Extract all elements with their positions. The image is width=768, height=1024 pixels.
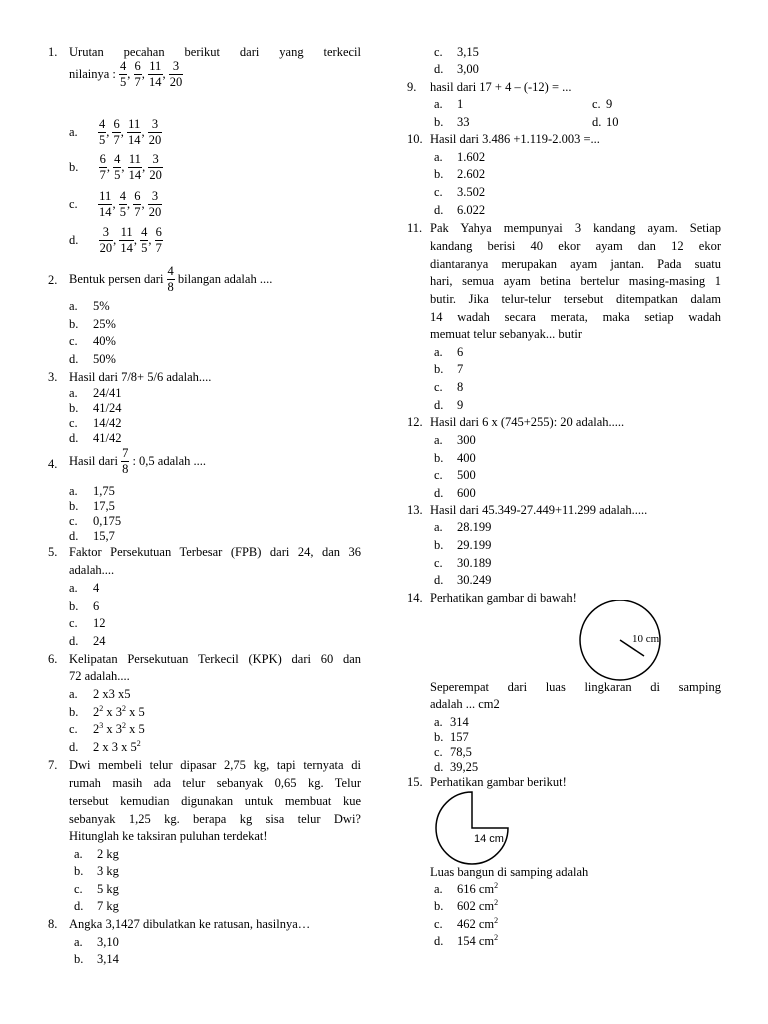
option-label: b. — [434, 730, 444, 744]
question-number: 10. — [407, 132, 423, 146]
option-c[interactable]: 78,5 — [450, 745, 472, 759]
option-label: c. — [434, 745, 443, 759]
question-text-line2: rumah masih ada telur sebanyak 0,65 kg. Telur — [69, 776, 361, 790]
fraction-seq — [98, 117, 162, 147]
option-d[interactable]: 6.022 — [457, 203, 486, 217]
question-text: Hasil dari 6 x (745+255): 20 adalah..... — [430, 415, 625, 429]
option-label: c. — [434, 917, 443, 931]
option-a[interactable] — [69, 118, 162, 146]
circle-figure — [574, 600, 670, 682]
fraction-separator: , — [127, 66, 134, 81]
option-d[interactable]: 3,00 — [457, 62, 479, 76]
option-label: c. — [69, 416, 78, 430]
option-label: b. — [69, 499, 79, 513]
option-c[interactable]: 14/42 — [93, 416, 122, 430]
option-a[interactable]: 1.602 — [457, 150, 486, 164]
fraction-seq — [99, 225, 163, 255]
fraction-separator: , — [133, 232, 141, 247]
option-b[interactable]: 25% — [93, 317, 116, 331]
question-text-line2: kandang berisi 40 ekor ayam dan 12 ekor — [430, 239, 721, 253]
radius-label: 10 cm — [632, 633, 660, 645]
question-prefix: nilainya : — [69, 66, 116, 81]
option-d[interactable]: 154 $cm^2$ — [457, 933, 499, 948]
option-label: d. — [69, 431, 79, 445]
option-b[interactable]: $2^2$ x $3^2$ x 5 — [93, 704, 145, 719]
option-b[interactable]: 6 — [93, 599, 100, 613]
option-label: b. — [69, 159, 79, 174]
option-a[interactable]: 1 — [457, 97, 464, 111]
option-label: c. — [434, 380, 443, 394]
fraction: $\frac{4}{5}$ — [98, 117, 106, 147]
fraction-separator: , — [141, 66, 148, 81]
option-c[interactable]: 3.502 — [457, 185, 486, 199]
question-text — [69, 265, 272, 293]
option-label: c. — [592, 97, 601, 111]
question-text-post: : 0,5 adalah .... — [132, 453, 207, 468]
option-label: a. — [74, 935, 83, 949]
fraction-separator: , — [148, 232, 155, 247]
option-label: a. — [69, 687, 78, 701]
question-text-pre: Hasil dari — [69, 453, 118, 468]
option-label: a. — [434, 520, 443, 534]
option-label: c. — [69, 616, 78, 630]
question-number: 1. — [48, 45, 58, 59]
fraction: $\frac{6}{7}$ — [113, 117, 120, 147]
fraction: $\frac{3}{20}$ — [148, 117, 162, 147]
option-label: b. — [434, 362, 444, 376]
fraction-separator: , — [142, 159, 149, 174]
fraction: $\frac{6}{7}$ — [155, 225, 162, 255]
option-a[interactable]: 4 — [93, 581, 100, 595]
option-label: d. — [434, 62, 444, 76]
question-text-line2: adalah.... — [69, 563, 115, 577]
question-text: Hasil dari 7/8+ 5/6 adalah.... — [69, 370, 212, 384]
option-c[interactable]: $2^3$ x $3^2$ x 5 — [93, 721, 145, 736]
question-text-line5: butir. Jika telur-telur tersebut ditempatkan dalam — [430, 292, 721, 306]
fraction-separator: , — [126, 196, 134, 211]
option-d[interactable]: 9 — [457, 398, 464, 412]
question-text-line7: memuat telur sebanyak... butir — [430, 327, 583, 341]
option-c[interactable]: 5 kg — [97, 882, 119, 896]
fraction: $\frac{4}{5}$ — [119, 189, 126, 219]
fraction-seq — [99, 152, 163, 182]
fraction: $\frac{4}{5}$ — [141, 225, 148, 255]
option-label: a. — [434, 715, 443, 729]
fraction-separator: , — [106, 124, 113, 139]
option-a[interactable]: 1,75 — [93, 484, 115, 498]
option-label: a. — [434, 150, 443, 164]
option-a[interactable]: 314 — [450, 715, 469, 729]
option-d[interactable]: 10 — [606, 115, 619, 129]
option-c[interactable] — [69, 190, 162, 218]
option-label: a. — [74, 847, 83, 861]
question-text-line3: tersebut kemudian digunakan untuk membuat kue — [69, 794, 361, 808]
fraction: $\frac{11}{14}$ — [128, 152, 142, 182]
option-a[interactable]: 24/41 — [93, 386, 122, 400]
fraction: $\frac{4}{8}$ — [167, 264, 174, 294]
option-label: d. — [434, 398, 444, 412]
option-b[interactable]: 157 — [450, 730, 469, 744]
fraction: $\frac{6}{7}$ — [134, 189, 141, 219]
option-a[interactable]: 300 — [457, 433, 476, 447]
fraction-separator: , — [121, 159, 128, 174]
fraction: $\frac{4}{5}$ — [120, 59, 127, 89]
option-d[interactable]: 24 — [93, 634, 106, 648]
question-number: 13. — [407, 503, 423, 517]
question-number: 5. — [48, 545, 58, 559]
option-label: b. — [69, 401, 79, 415]
question-text-line2: 72 adalah.... — [69, 669, 130, 683]
option-label: a. — [69, 386, 78, 400]
question-number: 9. — [407, 80, 417, 94]
question-text: Perhatikan gambar berikut! — [430, 775, 567, 789]
option-c[interactable]: 3,15 — [457, 45, 479, 59]
question-number: 12. — [407, 415, 423, 429]
option-b[interactable]: 7 — [457, 362, 464, 376]
option-label: b. — [74, 952, 84, 966]
fraction-separator: , — [113, 232, 120, 247]
sector-outline — [436, 792, 508, 864]
option-label: b. — [434, 167, 444, 181]
fraction: $\frac{11}{14}$ — [127, 117, 141, 147]
question-fraction-list — [69, 60, 183, 88]
question-text-line1: Dwi membeli telur dipasar 2,75 kg, tapi ternyata di — [69, 758, 361, 772]
fraction-separator: , — [120, 124, 127, 139]
question-text-line6: 14 wadah secara merata, maka setiap wadah — [430, 310, 721, 324]
option-c[interactable]: 462 $cm^2$ — [457, 916, 499, 931]
question-number: 4. — [48, 457, 58, 471]
option-b[interactable]: 41/24 — [93, 401, 122, 415]
option-label: b. — [69, 705, 79, 719]
option-label: d. — [69, 529, 79, 543]
option-a[interactable]: 5% — [93, 299, 110, 313]
option-label: b. — [434, 115, 444, 129]
option-a[interactable]: 616 $cm^2$ — [457, 881, 499, 896]
option-label: a. — [434, 433, 443, 447]
option-label: b. — [69, 317, 79, 331]
option-label: c. — [69, 334, 78, 348]
fraction-separator: , — [112, 196, 119, 211]
option-d[interactable]: 39,25 — [450, 760, 479, 774]
option-a[interactable]: 2 x3 x5 — [93, 687, 131, 701]
fraction: $\frac{11}{14}$ — [149, 59, 162, 89]
question-text-line3: diantaranya merupakan ayam jantan. Pada suatu — [430, 257, 721, 271]
option-d[interactable]: 7 kg — [97, 899, 119, 913]
option-d[interactable]: 600 — [457, 486, 476, 500]
question-text-line5: Hitunglah ke taksiran puluhan terdekat! — [69, 829, 268, 843]
option-label: a. — [434, 345, 443, 359]
option-label: d. — [434, 203, 444, 217]
option-label: c. — [69, 514, 78, 528]
option-d[interactable]: 2 x 3 x $5^2$ — [93, 739, 141, 754]
option-label: d. — [69, 740, 79, 754]
fraction: $\frac{4}{5}$ — [114, 152, 121, 182]
option-label: b. — [69, 599, 79, 613]
option-label: d. — [69, 634, 79, 648]
option-b[interactable]: 33 — [457, 115, 470, 129]
option-label: d. — [592, 115, 602, 129]
option-c[interactable]: 40% — [93, 334, 116, 348]
three-quarter-circle-figure — [434, 790, 524, 870]
question-number: 14. — [407, 591, 423, 605]
option-a[interactable]: 2 kg — [97, 847, 119, 861]
option-c[interactable]: 0,175 — [93, 514, 122, 528]
option-label: d. — [434, 760, 444, 774]
option-a[interactable]: 6 — [457, 345, 464, 359]
question-number: 3. — [48, 370, 58, 384]
option-label: c. — [434, 185, 443, 199]
question-subtext: Luas bangun di samping adalah — [430, 865, 589, 879]
question-number: 11. — [407, 221, 423, 235]
fraction: $\frac{6}{7}$ — [99, 152, 106, 182]
option-b[interactable]: 17,5 — [93, 499, 115, 513]
option-b[interactable]: 2.602 — [457, 167, 486, 181]
option-d[interactable]: 50% — [93, 352, 116, 366]
question-text-line4: sebanyak 1,25 kg. berapa kg sisa telur Dwi? — [69, 812, 361, 826]
question-text: hasil dari 17 + 4 – (-12) = ... — [430, 80, 572, 94]
question-text-line2: adalah ... cm2 — [430, 697, 500, 711]
option-label: b. — [74, 864, 84, 878]
question-text: Angka 3,1427 dibulatkan ke ratusan, hasilnya… — [69, 917, 311, 931]
question-text: Faktor Persekutuan Terbesar (FPB) dari 24, dan 36 — [69, 545, 361, 559]
option-c[interactable]: 30.189 — [457, 556, 492, 570]
radius-label: 14 cm — [474, 833, 504, 845]
question-number: 7. — [48, 758, 58, 772]
option-label: c. — [434, 556, 443, 570]
option-label: b. — [434, 451, 444, 465]
option-label: a. — [434, 97, 443, 111]
question-text-line1: Pak Yahya mempunyai 3 kandang ayam. Setiap — [430, 221, 721, 235]
fraction-separator: , — [141, 196, 148, 211]
option-label: d. — [434, 486, 444, 500]
option-label: d. — [434, 573, 444, 587]
question-number: 15. — [407, 775, 423, 789]
option-label: a. — [69, 581, 78, 595]
fraction: $\frac{11}{14}$ — [98, 189, 112, 219]
fraction: $\frac{3}{20}$ — [148, 189, 162, 219]
option-label: a. — [69, 124, 78, 139]
fraction: $\frac{3}{20}$ — [149, 152, 162, 182]
question-text: Urutan pecahan berikut dari yang terkecil — [69, 45, 361, 59]
option-b[interactable]: 3,14 — [97, 952, 119, 966]
question-text-line4: hari, semua ayam betina bertelur masing-masing 1 — [430, 274, 721, 288]
option-b[interactable]: 602 $cm^2$ — [457, 898, 499, 913]
option-label: a. — [69, 299, 78, 313]
option-c[interactable]: 12 — [93, 616, 106, 630]
fraction-seq — [98, 189, 162, 219]
fraction: $\frac{3}{20}$ — [99, 225, 113, 255]
option-d[interactable] — [69, 226, 163, 254]
option-a[interactable]: 28.199 — [457, 520, 492, 534]
option-label: d. — [69, 352, 79, 366]
option-b[interactable]: 3 kg — [97, 864, 119, 878]
question-text: Hasil dari 45.349-27.449+11.299 adalah..... — [430, 503, 648, 517]
option-label: d. — [434, 934, 444, 948]
question-text: Perhatikan gambar di bawah! — [430, 591, 577, 605]
fraction-separator: , — [141, 124, 148, 139]
question-number: 6. — [48, 652, 58, 666]
fraction-separator: , — [162, 66, 169, 81]
question-number: 8. — [48, 917, 58, 931]
question-text: Hasil dari 3.486 +1.119-2.003 =... — [430, 132, 600, 146]
fraction-seq — [119, 59, 183, 89]
fraction: $\frac{7}{8}$ — [122, 446, 129, 476]
question-text-pre: Bentuk persen dari — [69, 271, 164, 286]
option-label: c. — [434, 45, 443, 59]
question-text: Kelipatan Persekutuan Terkecil (KPK) dari 60 dan — [69, 652, 361, 666]
question-text — [69, 447, 206, 475]
option-label: c. — [74, 882, 83, 896]
option-label: b. — [434, 899, 444, 913]
option-label: c. — [434, 468, 443, 482]
question-text-line1: Seperempat dari luas lingkaran di samping — [430, 680, 721, 694]
fraction: $\frac{11}{14}$ — [120, 225, 133, 255]
option-label: a. — [434, 882, 443, 896]
option-d[interactable]: 30.249 — [457, 573, 492, 587]
option-b[interactable] — [69, 153, 163, 181]
option-label: d. — [74, 899, 84, 913]
option-b[interactable]: 400 — [457, 451, 476, 465]
option-label: b. — [434, 538, 444, 552]
fraction-separator: , — [106, 159, 114, 174]
question-number: 2. — [48, 273, 58, 287]
option-label: c. — [69, 196, 78, 211]
option-label: d. — [69, 232, 79, 247]
option-label: c. — [69, 722, 78, 736]
option-c[interactable]: 8 — [457, 380, 464, 394]
fraction: $\frac{3}{20}$ — [169, 59, 183, 89]
option-d[interactable]: 41/42 — [93, 431, 122, 445]
question-text-post: bilangan adalah .... — [177, 271, 273, 286]
option-c[interactable]: 9 — [606, 97, 613, 111]
option-d[interactable]: 15,7 — [93, 529, 115, 543]
option-b[interactable]: 29.199 — [457, 538, 492, 552]
option-label: a. — [69, 484, 78, 498]
option-c[interactable]: 500 — [457, 468, 476, 482]
fraction: $\frac{6}{7}$ — [134, 59, 141, 89]
option-a[interactable]: 3,10 — [97, 935, 119, 949]
